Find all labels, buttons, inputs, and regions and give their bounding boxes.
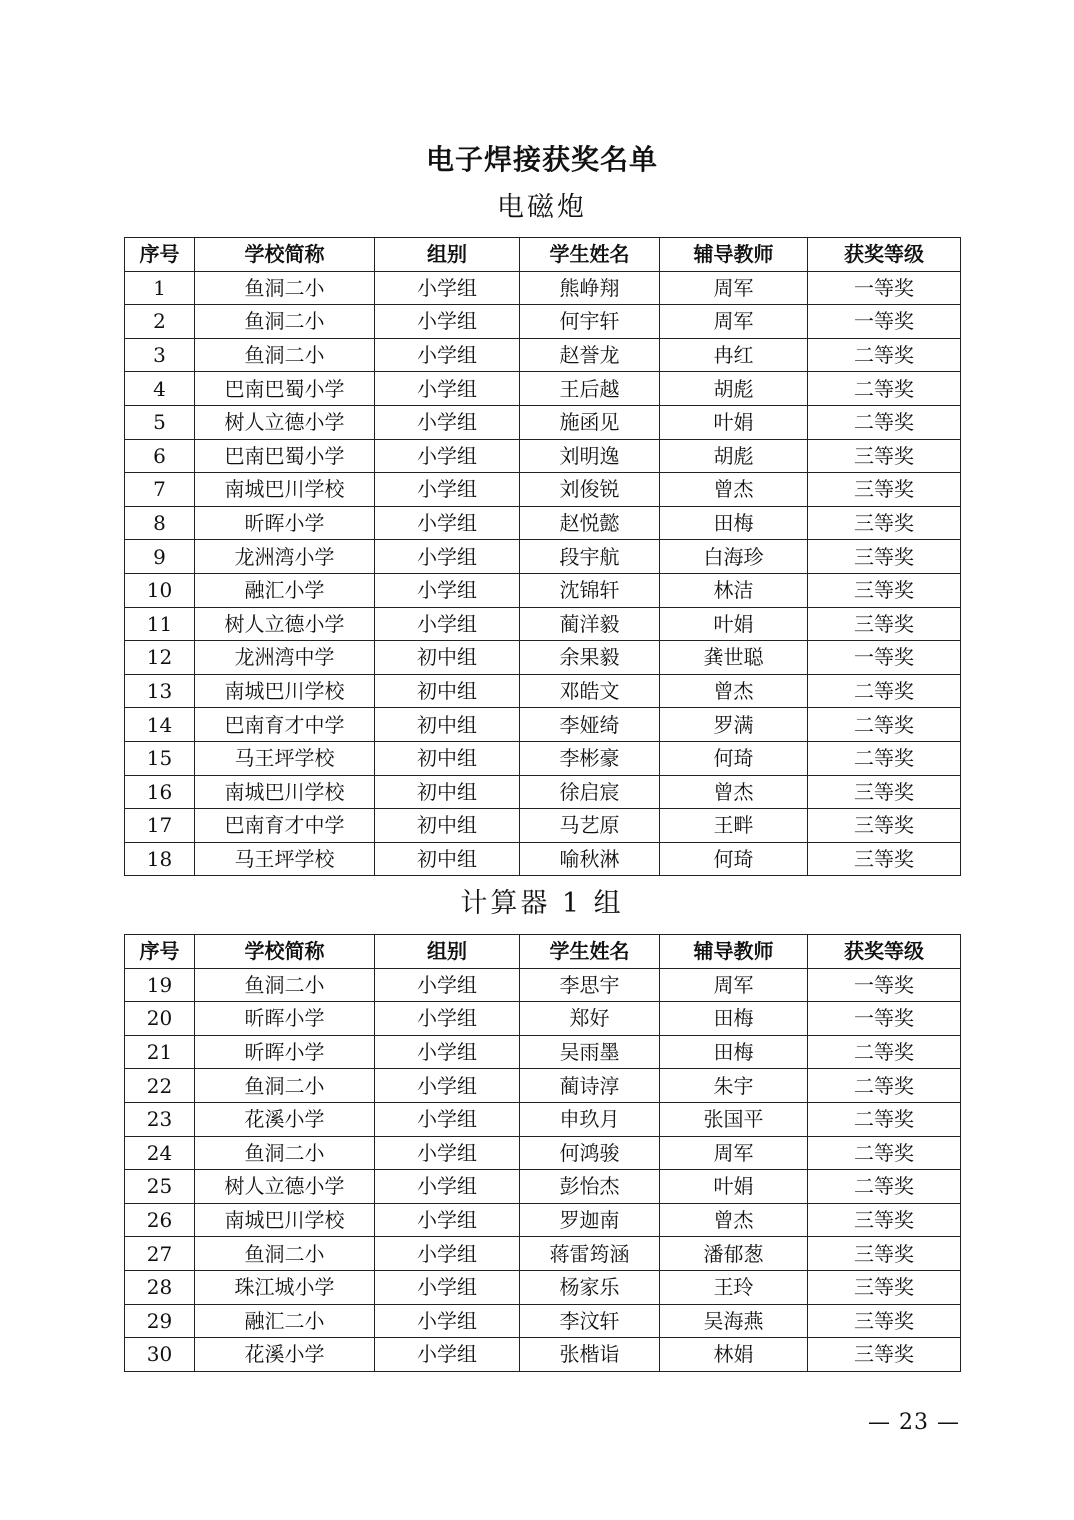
- table-row: [125, 775, 961, 809]
- cell-number: 8: [125, 506, 195, 540]
- cell-school: 龙洲湾中学: [195, 641, 375, 675]
- cell-school: 融汇二小: [195, 1304, 375, 1338]
- cell-group: 初中组: [375, 641, 520, 675]
- table-row: [125, 1102, 961, 1136]
- cell-award: 三等奖: [808, 607, 961, 641]
- cell-group: 小学组: [375, 1237, 520, 1271]
- cell-student: 余果毅: [520, 641, 660, 675]
- cell-teacher: 张国平: [660, 1102, 808, 1136]
- cell-number: 28: [125, 1270, 195, 1304]
- cell-student: 蔺诗淳: [520, 1069, 660, 1103]
- cell-number: 17: [125, 809, 195, 843]
- table-row: [125, 708, 961, 742]
- cell-teacher: 朱宇: [660, 1069, 808, 1103]
- cell-teacher: 王玲: [660, 1270, 808, 1304]
- cell-teacher: 吴海燕: [660, 1304, 808, 1338]
- cell-group: 小学组: [375, 573, 520, 607]
- cell-award: 三等奖: [808, 540, 961, 574]
- cell-student: 吴雨墨: [520, 1035, 660, 1069]
- cell-group: 小学组: [375, 338, 520, 372]
- table-row: [125, 573, 961, 607]
- cell-school: 马王坪学校: [195, 842, 375, 876]
- cell-school: 马王坪学校: [195, 741, 375, 775]
- table-row: [125, 1237, 961, 1271]
- cell-number: 19: [125, 968, 195, 1002]
- cell-teacher: 林洁: [660, 573, 808, 607]
- header-award: 获奖等级: [808, 935, 961, 969]
- cell-group: 小学组: [375, 439, 520, 473]
- cell-school: 昕晖小学: [195, 1002, 375, 1036]
- table-row: [125, 305, 961, 339]
- header-school: 学校简称: [195, 935, 375, 969]
- cell-school: 鱼洞二小: [195, 305, 375, 339]
- cell-number: 7: [125, 473, 195, 507]
- table-row: [125, 506, 961, 540]
- cell-group: 小学组: [375, 1270, 520, 1304]
- table-row: [125, 1035, 961, 1069]
- cell-award: 三等奖: [808, 809, 961, 843]
- table-header-row: [125, 935, 961, 969]
- table-row: [125, 405, 961, 439]
- cell-number: 9: [125, 540, 195, 574]
- cell-school: 鱼洞二小: [195, 968, 375, 1002]
- cell-school: 南城巴川学校: [195, 775, 375, 809]
- table-row: [125, 1304, 961, 1338]
- cell-teacher: 何琦: [660, 741, 808, 775]
- cell-teacher: 罗满: [660, 708, 808, 742]
- cell-student: 张楷诣: [520, 1338, 660, 1372]
- cell-number: 22: [125, 1069, 195, 1103]
- cell-teacher: 田梅: [660, 506, 808, 540]
- table-row: [125, 271, 961, 305]
- table-row: [125, 473, 961, 507]
- table-row: [125, 674, 961, 708]
- header-teacher: 辅导教师: [660, 935, 808, 969]
- table-header-row: [125, 238, 961, 272]
- cell-school: 巴南育才中学: [195, 708, 375, 742]
- cell-group: 小学组: [375, 506, 520, 540]
- header-award: 获奖等级: [808, 238, 961, 272]
- cell-group: 初中组: [375, 809, 520, 843]
- cell-award: 二等奖: [808, 708, 961, 742]
- header-teacher: 辅导教师: [660, 238, 808, 272]
- cell-group: 小学组: [375, 540, 520, 574]
- header-group: 组别: [375, 238, 520, 272]
- cell-school: 鱼洞二小: [195, 1136, 375, 1170]
- cell-teacher: 潘郁葱: [660, 1237, 808, 1271]
- header-number: 序号: [125, 935, 195, 969]
- cell-group: 小学组: [375, 1203, 520, 1237]
- cell-group: 小学组: [375, 607, 520, 641]
- cell-teacher: 田梅: [660, 1002, 808, 1036]
- cell-award: 三等奖: [808, 506, 961, 540]
- cell-group: 小学组: [375, 1035, 520, 1069]
- cell-school: 花溪小学: [195, 1338, 375, 1372]
- cell-student: 刘明逸: [520, 439, 660, 473]
- cell-school: 鱼洞二小: [195, 338, 375, 372]
- table-row: [125, 1002, 961, 1036]
- cell-award: 三等奖: [808, 1203, 961, 1237]
- cell-award: 一等奖: [808, 305, 961, 339]
- cell-group: 小学组: [375, 372, 520, 406]
- header-school: 学校简称: [195, 238, 375, 272]
- cell-teacher: 白海珍: [660, 540, 808, 574]
- cell-student: 申玖月: [520, 1102, 660, 1136]
- cell-teacher: 叶娟: [660, 1170, 808, 1204]
- cell-student: 刘俊锐: [520, 473, 660, 507]
- cell-group: 初中组: [375, 708, 520, 742]
- cell-teacher: 何琦: [660, 842, 808, 876]
- cell-school: 巴南巴蜀小学: [195, 372, 375, 406]
- table-row: [125, 741, 961, 775]
- cell-group: 初中组: [375, 674, 520, 708]
- cell-student: 罗迦南: [520, 1203, 660, 1237]
- cell-number: 25: [125, 1170, 195, 1204]
- cell-teacher: 叶娟: [660, 405, 808, 439]
- cell-teacher: 曾杰: [660, 473, 808, 507]
- cell-award: 三等奖: [808, 1270, 961, 1304]
- cell-award: 三等奖: [808, 1237, 961, 1271]
- cell-teacher: 田梅: [660, 1035, 808, 1069]
- cell-number: 5: [125, 405, 195, 439]
- cell-number: 23: [125, 1102, 195, 1136]
- cell-group: 小学组: [375, 405, 520, 439]
- cell-school: 珠江城小学: [195, 1270, 375, 1304]
- cell-school: 龙洲湾小学: [195, 540, 375, 574]
- table-row: [125, 842, 961, 876]
- cell-award: 二等奖: [808, 1069, 961, 1103]
- cell-award: 二等奖: [808, 338, 961, 372]
- cell-school: 昕晖小学: [195, 1035, 375, 1069]
- cell-number: 20: [125, 1002, 195, 1036]
- table-row: [125, 968, 961, 1002]
- cell-number: 3: [125, 338, 195, 372]
- cell-teacher: 林娟: [660, 1338, 808, 1372]
- cell-award: 三等奖: [808, 439, 961, 473]
- cell-award: 二等奖: [808, 405, 961, 439]
- cell-award: 二等奖: [808, 372, 961, 406]
- cell-school: 巴南育才中学: [195, 809, 375, 843]
- cell-teacher: 王畔: [660, 809, 808, 843]
- cell-student: 沈锦轩: [520, 573, 660, 607]
- table-row: [125, 607, 961, 641]
- cell-number: 2: [125, 305, 195, 339]
- cell-student: 熊峥翔: [520, 271, 660, 305]
- table-row: [125, 641, 961, 675]
- cell-award: 一等奖: [808, 641, 961, 675]
- cell-school: 树人立德小学: [195, 405, 375, 439]
- cell-group: 小学组: [375, 1136, 520, 1170]
- header-student: 学生姓名: [520, 935, 660, 969]
- table-row: [125, 439, 961, 473]
- table-row: [125, 1170, 961, 1204]
- cell-student: 蔺洋毅: [520, 607, 660, 641]
- cell-student: 李思宇: [520, 968, 660, 1002]
- cell-school: 鱼洞二小: [195, 1237, 375, 1271]
- cell-teacher: 周军: [660, 305, 808, 339]
- cell-award: 三等奖: [808, 573, 961, 607]
- section-title-calculator-group-1: 计算器 1 组: [460, 888, 624, 919]
- cell-number: 13: [125, 674, 195, 708]
- cell-teacher: 冉红: [660, 338, 808, 372]
- table-row: [125, 1338, 961, 1372]
- table-row: [125, 338, 961, 372]
- cell-teacher: 胡彪: [660, 439, 808, 473]
- cell-number: 27: [125, 1237, 195, 1271]
- cell-number: 30: [125, 1338, 195, 1372]
- cell-school: 昕晖小学: [195, 506, 375, 540]
- cell-group: 小学组: [375, 1170, 520, 1204]
- cell-student: 彭怡杰: [520, 1170, 660, 1204]
- cell-award: 三等奖: [808, 1338, 961, 1372]
- table-row: [125, 1203, 961, 1237]
- header-number: 序号: [125, 238, 195, 272]
- cell-number: 1: [125, 271, 195, 305]
- cell-number: 18: [125, 842, 195, 876]
- section-title-electromagnetic-gun: 电磁炮: [497, 192, 587, 223]
- cell-award: 二等奖: [808, 674, 961, 708]
- cell-student: 邓皓文: [520, 674, 660, 708]
- cell-award: 二等奖: [808, 1136, 961, 1170]
- page-number: — 23 —: [868, 1410, 960, 1435]
- table-row: [125, 540, 961, 574]
- cell-number: 10: [125, 573, 195, 607]
- cell-teacher: 曾杰: [660, 1203, 808, 1237]
- cell-student: 马艺原: [520, 809, 660, 843]
- cell-student: 段宇航: [520, 540, 660, 574]
- cell-group: 小学组: [375, 1002, 520, 1036]
- cell-school: 南城巴川学校: [195, 1203, 375, 1237]
- cell-group: 小学组: [375, 473, 520, 507]
- cell-student: 王后越: [520, 372, 660, 406]
- cell-number: 21: [125, 1035, 195, 1069]
- cell-award: 二等奖: [808, 1035, 961, 1069]
- page-title: 电子焊接获奖名单: [425, 143, 658, 176]
- cell-award: 二等奖: [808, 741, 961, 775]
- cell-teacher: 周军: [660, 1136, 808, 1170]
- cell-group: 小学组: [375, 968, 520, 1002]
- cell-student: 何鸿骏: [520, 1136, 660, 1170]
- cell-teacher: 龚世聪: [660, 641, 808, 675]
- cell-award: 三等奖: [808, 842, 961, 876]
- cell-student: 徐启宸: [520, 775, 660, 809]
- cell-student: 李彬豪: [520, 741, 660, 775]
- header-student: 学生姓名: [520, 238, 660, 272]
- cell-award: 一等奖: [808, 968, 961, 1002]
- cell-school: 融汇小学: [195, 573, 375, 607]
- cell-student: 赵誉龙: [520, 338, 660, 372]
- cell-number: 24: [125, 1136, 195, 1170]
- cell-award: 三等奖: [808, 775, 961, 809]
- header-group: 组别: [375, 935, 520, 969]
- cell-group: 小学组: [375, 271, 520, 305]
- cell-award: 一等奖: [808, 1002, 961, 1036]
- cell-teacher: 曾杰: [660, 674, 808, 708]
- cell-number: 6: [125, 439, 195, 473]
- cell-group: 小学组: [375, 1102, 520, 1136]
- cell-number: 14: [125, 708, 195, 742]
- cell-teacher: 叶娟: [660, 607, 808, 641]
- cell-group: 小学组: [375, 1304, 520, 1338]
- cell-number: 12: [125, 641, 195, 675]
- cell-group: 小学组: [375, 305, 520, 339]
- table-row: [125, 1270, 961, 1304]
- table-row: [125, 1136, 961, 1170]
- cell-school: 树人立德小学: [195, 1170, 375, 1204]
- table-row: [125, 809, 961, 843]
- cell-student: 蒋雷筠涵: [520, 1237, 660, 1271]
- award-table-calculator-group-1: [124, 934, 961, 1372]
- table-row: [125, 1069, 961, 1103]
- cell-number: 29: [125, 1304, 195, 1338]
- cell-student: 郑好: [520, 1002, 660, 1036]
- cell-award: 二等奖: [808, 1102, 961, 1136]
- cell-student: 施函见: [520, 405, 660, 439]
- cell-award: 三等奖: [808, 1304, 961, 1338]
- cell-school: 南城巴川学校: [195, 473, 375, 507]
- cell-student: 李娅绮: [520, 708, 660, 742]
- cell-award: 三等奖: [808, 473, 961, 507]
- cell-award: 一等奖: [808, 271, 961, 305]
- cell-school: 树人立德小学: [195, 607, 375, 641]
- cell-teacher: 周军: [660, 968, 808, 1002]
- cell-student: 喻秋淋: [520, 842, 660, 876]
- cell-school: 鱼洞二小: [195, 271, 375, 305]
- cell-student: 何宇轩: [520, 305, 660, 339]
- cell-teacher: 曾杰: [660, 775, 808, 809]
- cell-award: 二等奖: [808, 1170, 961, 1204]
- cell-number: 15: [125, 741, 195, 775]
- cell-group: 初中组: [375, 775, 520, 809]
- cell-group: 小学组: [375, 1338, 520, 1372]
- cell-number: 16: [125, 775, 195, 809]
- cell-teacher: 胡彪: [660, 372, 808, 406]
- table-row: [125, 372, 961, 406]
- cell-number: 4: [125, 372, 195, 406]
- cell-group: 初中组: [375, 741, 520, 775]
- cell-number: 11: [125, 607, 195, 641]
- cell-group: 小学组: [375, 1069, 520, 1103]
- cell-student: 赵悦懿: [520, 506, 660, 540]
- award-table-electromagnetic-gun: [124, 237, 961, 876]
- cell-school: 南城巴川学校: [195, 674, 375, 708]
- cell-number: 26: [125, 1203, 195, 1237]
- cell-school: 花溪小学: [195, 1102, 375, 1136]
- cell-school: 鱼洞二小: [195, 1069, 375, 1103]
- cell-student: 李汶轩: [520, 1304, 660, 1338]
- cell-teacher: 周军: [660, 271, 808, 305]
- cell-student: 杨家乐: [520, 1270, 660, 1304]
- cell-school: 巴南巴蜀小学: [195, 439, 375, 473]
- cell-group: 初中组: [375, 842, 520, 876]
